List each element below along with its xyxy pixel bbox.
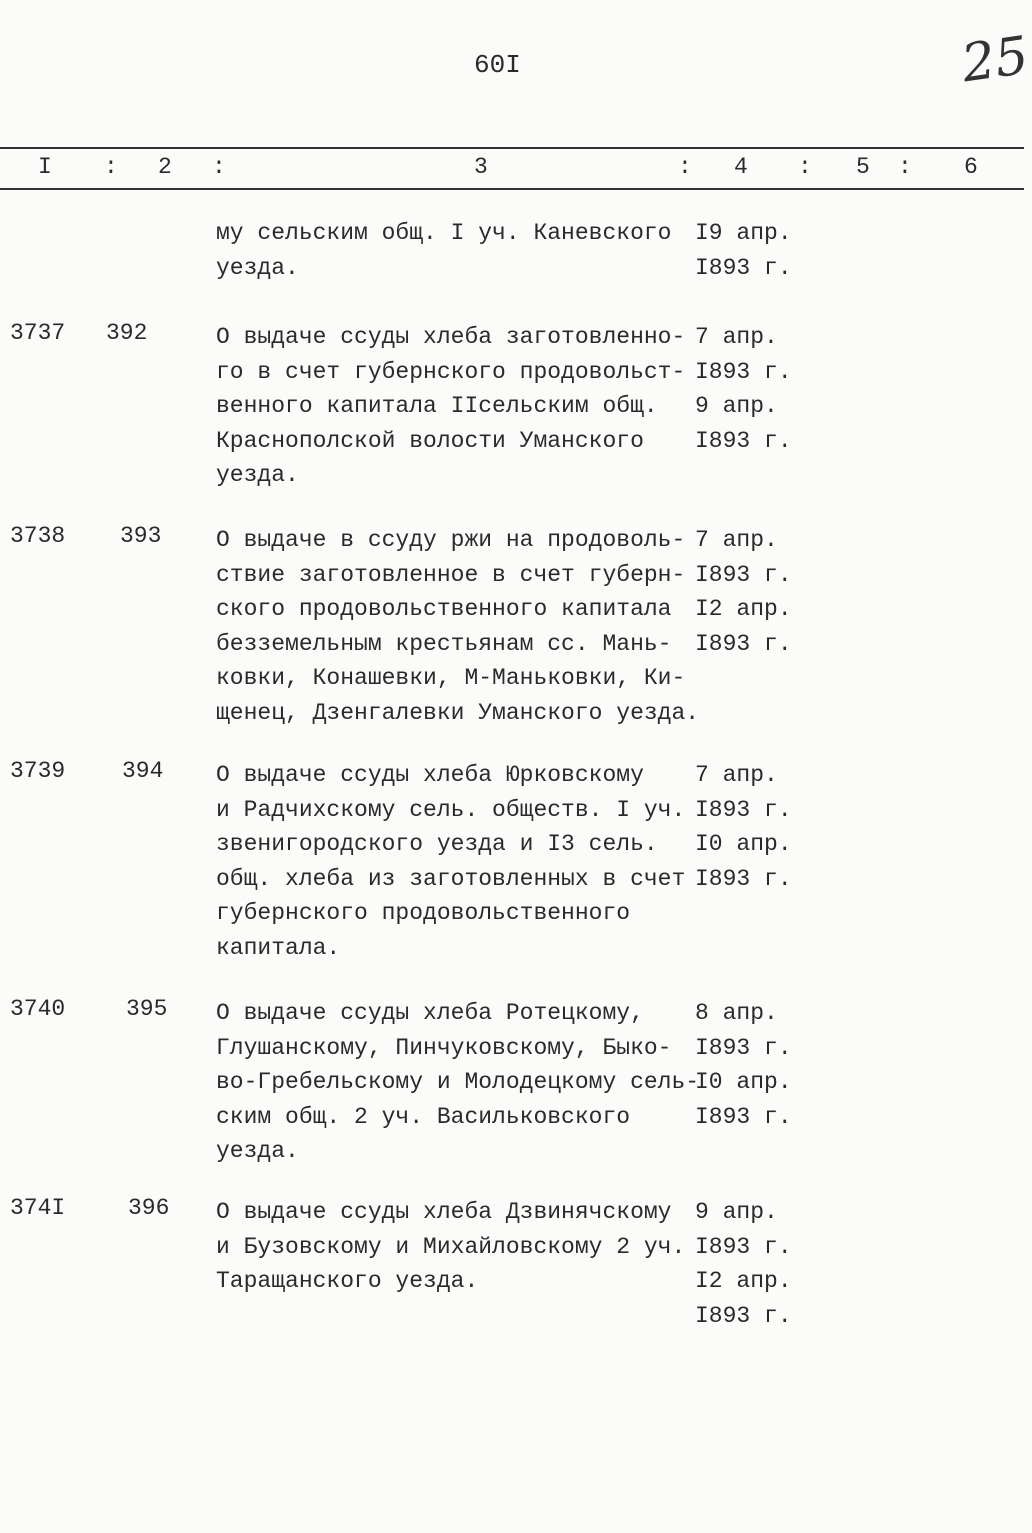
entry-dates	[695, 758, 792, 896]
date-line: 8 апр.	[695, 1000, 778, 1026]
date-line: I2 апр.	[695, 1268, 792, 1294]
description-line: звенигородского уезда и I3 сель.	[216, 831, 658, 857]
date-line: 7 апр.	[695, 762, 778, 788]
date-line: I893 г.	[695, 1034, 792, 1061]
entry-dates	[695, 216, 792, 285]
description-line: го в счет губернского продовольст-	[216, 358, 686, 385]
date-line: I2 апр.	[695, 596, 792, 622]
date-line: I893 г.	[695, 630, 792, 657]
date-line: 7 апр.	[695, 527, 778, 553]
description-line: О выдаче ссуды хлеба Дзвинячскому	[216, 1199, 672, 1225]
header-sep: :	[104, 154, 118, 180]
date-line: I0 апр.	[695, 1069, 792, 1095]
date-line: I893 г.	[695, 561, 792, 588]
header-bottom-rule	[0, 188, 1024, 190]
description-line: безземельным крестьянам сс. Мань-	[216, 630, 672, 657]
description-line: Глушанскому, Пинчуковскому, Быко-	[216, 1034, 672, 1061]
header-col-5: 5	[856, 154, 870, 180]
entry-number: 3739	[10, 758, 66, 784]
date-line: 9 апр.	[695, 393, 778, 419]
description-line: и Радчихскому сель. обществ. I уч.	[216, 796, 686, 823]
date-line: I893 г.	[695, 1103, 792, 1130]
description-line: уезда.	[216, 1138, 299, 1164]
handwritten-folio-number: 25	[958, 25, 1032, 95]
header-col-4: 4	[734, 154, 748, 180]
header-col-3: 3	[474, 154, 488, 180]
entry-description	[216, 216, 671, 285]
date-line: 7 апр.	[695, 324, 778, 350]
description-line: и Бузовскому и Михайловскому 2 уч.	[216, 1233, 686, 1260]
header-col-2: 2	[158, 154, 172, 180]
description-line: ского продовольственного капитала	[216, 596, 672, 622]
description-line: щенец, Дзенгалевки Уманского уезда.	[216, 699, 700, 726]
entry-number: 374I	[10, 1195, 66, 1221]
entry-dates	[695, 996, 792, 1134]
entry-number: 3740	[10, 996, 66, 1022]
entry-number: 3737	[10, 320, 66, 346]
date-line: I893 г.	[695, 427, 792, 454]
date-line: I893 г.	[695, 1302, 792, 1329]
description-line: во-Гребельскому и Молодецкому сель-	[216, 1069, 700, 1095]
header-sep: :	[212, 154, 226, 180]
description-line: ковки, Конашевки, М-Маньковки, Ки-	[216, 665, 686, 691]
case-number: 392	[106, 320, 148, 346]
case-number: 395	[126, 996, 168, 1022]
description-line: О выдаче ссуды хлеба Ротецкому,	[216, 1000, 644, 1026]
description-line: ствие заготовленное в счет губерн-	[216, 561, 686, 588]
header-sep: :	[798, 154, 812, 180]
entry-dates	[695, 523, 792, 661]
description-line: му сельским общ. I уч. Каневского	[216, 220, 672, 246]
entry-description	[216, 1195, 685, 1299]
case-number: 396	[128, 1195, 170, 1221]
description-line: уезда.	[216, 462, 299, 488]
description-line: венного капитала IIсельским общ.	[216, 393, 658, 419]
entry-number: 3738	[10, 523, 66, 549]
case-number: 394	[122, 758, 164, 784]
page-number: 60I	[474, 50, 521, 80]
date-line: I893 г.	[695, 1233, 792, 1260]
header-top-rule	[0, 147, 1024, 149]
entry-description	[216, 523, 699, 730]
description-line: общ. хлеба из заготовленных в счет	[216, 865, 686, 892]
description-line: О выдаче в ссуду ржи на продоволь-	[216, 527, 686, 553]
description-line: Таращанского уезда.	[216, 1268, 479, 1294]
date-line: I0 апр.	[695, 831, 792, 857]
header-sep: :	[898, 154, 912, 180]
date-line: I893 г.	[695, 865, 792, 892]
header-col-6: 6	[964, 154, 978, 180]
entry-dates	[695, 320, 792, 458]
header-col-1: I	[38, 154, 52, 180]
entry-description	[216, 320, 685, 493]
date-line: I893 г.	[695, 796, 792, 823]
header-sep: :	[678, 154, 692, 180]
entry-description	[216, 996, 699, 1169]
date-line: I893 г.	[695, 254, 792, 281]
entry-dates	[695, 1195, 792, 1333]
description-line: Краснополской волости Уманского	[216, 427, 644, 454]
description-line: губернского продовольственного	[216, 900, 631, 926]
description-line: капитала.	[216, 934, 341, 961]
date-line: I9 апр.	[695, 220, 792, 246]
description-line: О выдаче ссуды хлеба Юрковскому	[216, 762, 644, 788]
date-line: 9 апр.	[695, 1199, 778, 1225]
entry-description	[216, 758, 685, 965]
description-line: ским общ. 2 уч. Васильковского	[216, 1103, 631, 1130]
description-line: О выдаче ссуды хлеба заготовленно-	[216, 324, 686, 350]
case-number: 393	[120, 523, 162, 549]
description-line: уезда.	[216, 254, 299, 281]
date-line: I893 г.	[695, 358, 792, 385]
